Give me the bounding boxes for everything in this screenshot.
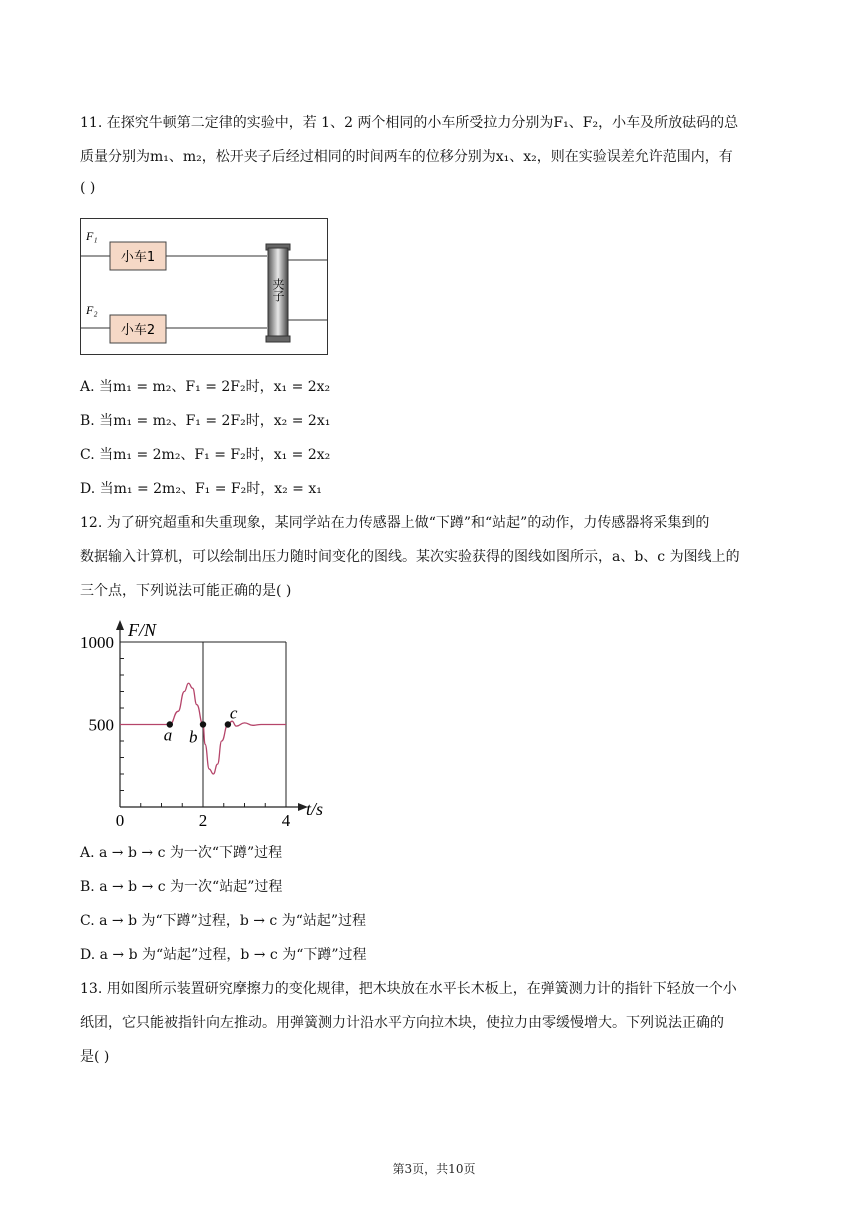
y-axis-label: F/N bbox=[128, 620, 157, 640]
q11-stem-line-3: ( ) bbox=[80, 180, 96, 196]
q13-stem-line-2: 纸团，它只能被指针向左推动。用弹簧测力计沿水平方向拉木块，使拉力由零缓慢增大。下列说法正确的 bbox=[80, 1015, 724, 1031]
x-tick-label: 0 bbox=[115, 811, 125, 830]
q12-stem-line-3: 三个点，下列说法可能正确的是( ) bbox=[80, 583, 292, 599]
car-2-label: 小车2 bbox=[120, 323, 156, 338]
x-axis-label: t/s bbox=[306, 799, 324, 819]
f2-label: F₂ bbox=[86, 303, 98, 317]
point-label-a: a bbox=[163, 725, 173, 745]
point-label-c: c bbox=[229, 703, 238, 723]
q11-option-c[interactable]: C. 当m₁ = 2m₂、F₁ = F₂时，x₁ = 2x₂ bbox=[80, 447, 331, 463]
q11-option-d[interactable]: D. 当m₁ = 2m₂、F₁ = F₂时，x₂ = x₁ bbox=[80, 481, 322, 497]
q11-option-b[interactable]: B. 当m₁ = m₂、F₁ = 2F₂时，x₂ = 2x₁ bbox=[80, 413, 331, 429]
clamp-label: 夹子 bbox=[271, 278, 285, 302]
x-tick-label: 2 bbox=[198, 811, 208, 830]
q12-option-c[interactable]: C. a → b 为“下蹲”过程，b → c 为“站起”过程 bbox=[80, 913, 367, 929]
clamp-bottom-cap bbox=[266, 336, 290, 342]
x-tick-label: 4 bbox=[281, 811, 291, 830]
f1-label: F₁ bbox=[86, 229, 98, 243]
q12-option-b[interactable]: B. a → b → c 为一次“站起”过程 bbox=[80, 879, 283, 895]
q11-stem-line-2: 质量分别为m₁、m₂，松开夹子后经过相同的时间两车的位移分别为x₁、x₂，则在实验误差允许范围内，有 bbox=[80, 149, 733, 165]
q11-option-a[interactable]: A. 当m₁ = m₂、F₁ = 2F₂时，x₁ = 2x₂ bbox=[80, 379, 331, 395]
point-label-b: b bbox=[189, 727, 198, 747]
page-footer: 第3页，共10页 bbox=[392, 1162, 476, 1176]
y-tick-label: 1000 bbox=[80, 633, 114, 652]
q11-apparatus-figure bbox=[80, 218, 330, 356]
point-b bbox=[200, 721, 206, 727]
force-time-chart bbox=[80, 605, 350, 830]
q12-stem-line-1: 12. 为了研究超重和失重现象，某同学站在力传感器上做“下蹲”和“站起”的动作，力传感器将采集到的 bbox=[80, 515, 710, 531]
q12-option-d[interactable]: D. a → b 为“站起”过程，b → c 为“下蹲”过程 bbox=[80, 947, 367, 963]
q12-stem-line-2: 数据输入计算机，可以绘制出压力随时间变化的图线。某次实验获得的图线如图所示，a、b、c 为图线上的 bbox=[80, 549, 740, 565]
q13-stem-line-1: 13. 用如图所示装置研究摩擦力的变化规律，把木块放在水平长木板上，在弹簧测力计的指针下轻放一个小 bbox=[80, 981, 737, 997]
q12-option-a[interactable]: A. a → b → c 为一次“下蹲”过程 bbox=[80, 845, 283, 861]
q11-stem-line-1: 11. 在探究牛顿第二定律的实验中，若 1、2 两个相同的小车所受拉力分别为F₁、F₂，小车及所放砝码的总 bbox=[80, 115, 739, 131]
q13-stem-line-3: 是( ) bbox=[80, 1049, 110, 1065]
y-tick-label: 500 bbox=[88, 715, 114, 735]
y-axis-arrow bbox=[116, 620, 124, 630]
car-1-label: 小车1 bbox=[120, 250, 156, 265]
